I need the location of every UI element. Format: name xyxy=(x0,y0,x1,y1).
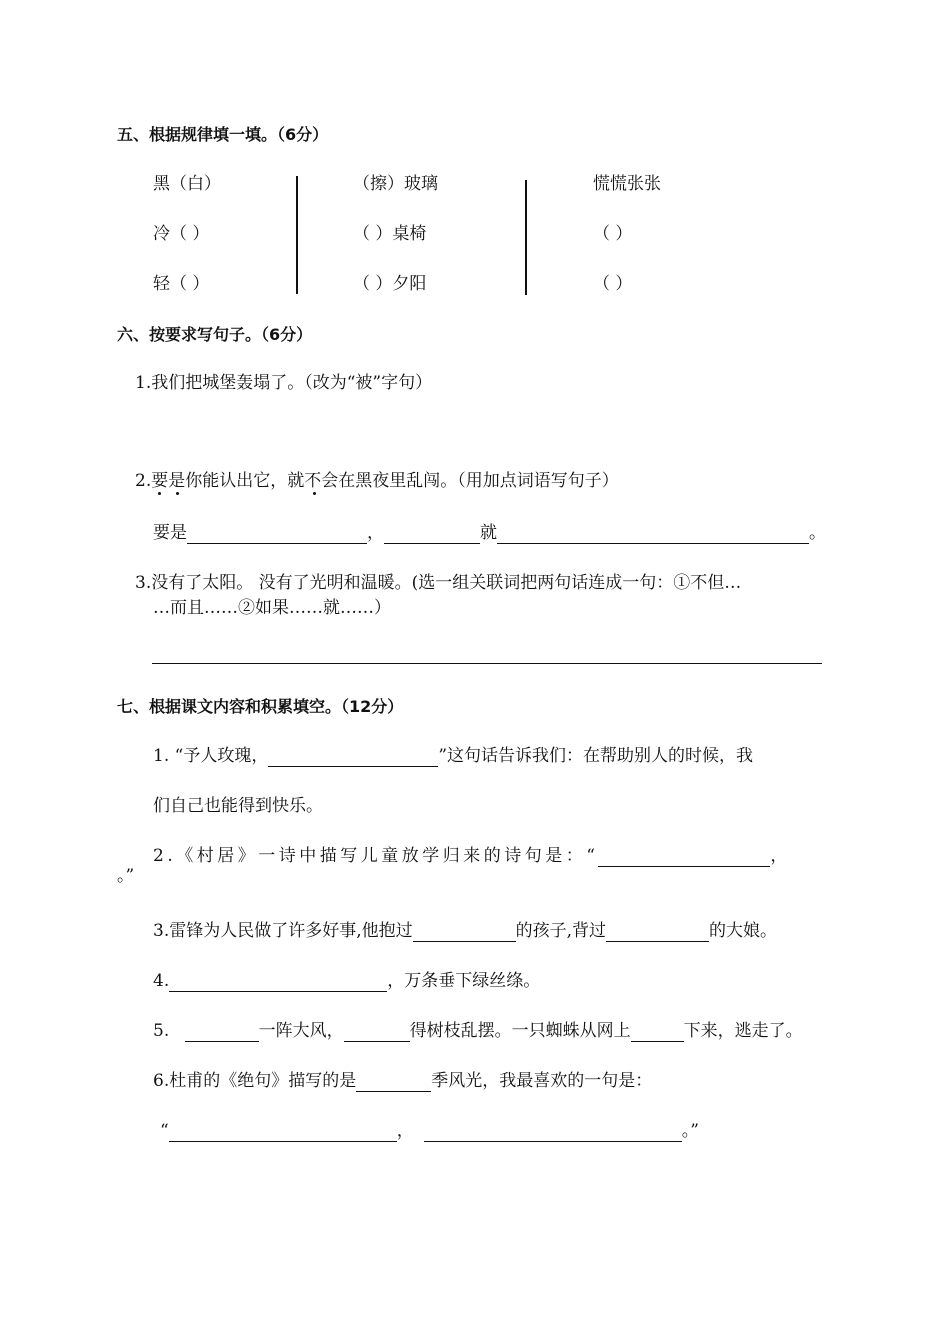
q2-blank[interactable] xyxy=(598,848,770,867)
q6-open-quote: “ xyxy=(160,1121,169,1141)
col2-row3: （ ）夕阳 xyxy=(353,274,427,294)
emphasis-dot xyxy=(313,492,316,495)
q3-text-b: 的孩子,背过 xyxy=(515,921,607,941)
s7-question-5 xyxy=(153,1020,803,1042)
q6-text-a: 6.杜甫的《绝句》描写的是 xyxy=(153,1071,357,1091)
q1-text-b: ”这句话告诉我们：在帮助别人的时候，我 xyxy=(438,746,754,766)
section-6-heading: 六、按要求写句子。（6分） xyxy=(117,325,313,344)
col1-row2: 冷（ ） xyxy=(153,224,210,244)
col3-row3: （ ） xyxy=(593,274,633,294)
text-period: 。 xyxy=(809,523,826,543)
s7-question-1-cont: 们自己也能得到快乐。 xyxy=(153,796,323,816)
col2-row2: （ ）桌椅 xyxy=(353,224,427,244)
text-yaoshi: 要是 xyxy=(153,523,187,543)
section-7-heading: 七、根据课文内容和积累填空。（12分） xyxy=(117,697,404,716)
col2-row1: （擦）玻璃 xyxy=(353,174,438,194)
col3-row2: （ ） xyxy=(593,224,633,244)
q4-text-b: ，万条垂下绿丝绦。 xyxy=(387,971,541,991)
q1-blank[interactable] xyxy=(268,748,438,767)
q5-blank-3[interactable] xyxy=(631,1023,684,1042)
q3-blank-1[interactable] xyxy=(413,923,516,942)
s6-q2-answer-line xyxy=(153,522,826,544)
s7-question-1 xyxy=(153,745,753,767)
section-5-heading: 五、根据规律填一填。（6分） xyxy=(117,125,329,144)
q6-text-b: 季风光，我最喜欢的一句是： xyxy=(431,1071,653,1091)
q2-text-b: ， xyxy=(770,846,788,866)
q4-blank[interactable] xyxy=(169,973,387,992)
col1-row1: 黑（白） xyxy=(153,174,221,194)
s7-question-6-answer xyxy=(160,1120,699,1142)
q6-blank-1[interactable] xyxy=(169,1123,397,1142)
q3-text-a: 3.雷锋为人民做了许多好事,他抱过 xyxy=(153,921,413,941)
q2-text-a: 2.《村居》一诗中描写儿童放学归来的诗句是：“ xyxy=(153,846,599,866)
col1-row3: 轻（ ） xyxy=(153,274,210,294)
q6-close: 。” xyxy=(681,1121,699,1141)
q1-text-a: 1. “予人玫瑰， xyxy=(153,746,269,766)
s6-question-1: 1.我们把城堡轰塌了。（改为“被”字句） xyxy=(135,373,433,393)
q6-blank-2[interactable] xyxy=(424,1123,682,1142)
s7-question-3 xyxy=(153,920,777,942)
q4-text-a: 4. xyxy=(153,971,170,991)
emphasis-dot xyxy=(158,492,161,495)
column-divider-2 xyxy=(525,180,527,295)
emphasis-dot xyxy=(176,492,179,495)
column-divider-1 xyxy=(296,176,298,294)
q5-text-b: 一阵大风， xyxy=(258,1021,344,1041)
q3-text-c: 的大娘。 xyxy=(709,921,778,941)
s6-question-3-line-1: 3.没有了太阳。 没有了光明和温暖。(选一组关联词把两句话连成一句：①不但… xyxy=(135,573,742,593)
s7-question-2 xyxy=(153,845,787,867)
s7-question-6 xyxy=(153,1070,652,1092)
s7-question-4 xyxy=(153,970,540,992)
text-comma: ， xyxy=(367,523,384,543)
q3-blank-2[interactable] xyxy=(606,923,709,942)
s7-question-2-end: 。” xyxy=(117,866,135,886)
q5-text-d: 下来，逃走了。 xyxy=(683,1021,803,1041)
q2-answer-blank-2[interactable] xyxy=(384,525,480,544)
s6-question-2: 2.要是你能认出它，就不会在黑夜里乱闯。（用加点词语写句子） xyxy=(135,471,619,491)
q6-comma: ， xyxy=(396,1121,414,1141)
text-jiu: 就 xyxy=(480,523,497,543)
q6-blank-season[interactable] xyxy=(356,1073,431,1092)
q5-blank-2[interactable] xyxy=(344,1023,410,1042)
q3-answer-line[interactable] xyxy=(152,663,822,664)
s6-question-3-line-2: …而且……②如果……就……） xyxy=(153,598,391,618)
q5-text-c: 得树枝乱摆。一只蜘蛛从网上 xyxy=(409,1021,631,1041)
col3-row1: 慌慌张张 xyxy=(593,174,661,194)
q5-text-a: 5. xyxy=(153,1021,175,1041)
q2-answer-blank-1[interactable] xyxy=(187,525,367,544)
q5-blank-1[interactable] xyxy=(185,1023,259,1042)
q2-answer-blank-3[interactable] xyxy=(497,525,809,544)
